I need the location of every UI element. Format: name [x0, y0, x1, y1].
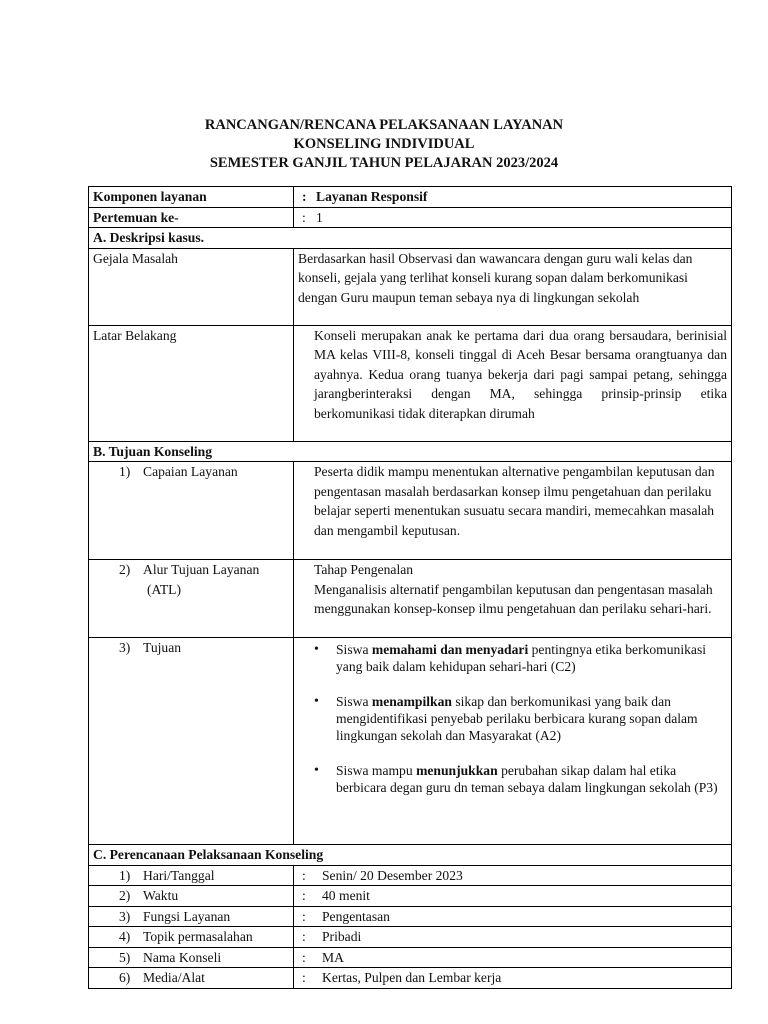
row-num: 4): [119, 929, 131, 944]
row-label: Media/Alat: [143, 970, 205, 985]
row-value: Pribadi: [322, 929, 362, 944]
pertemuan-value: 1: [316, 209, 323, 225]
table-row: [89, 865, 732, 886]
atl-num: 2): [119, 562, 131, 577]
row-value: MA: [322, 949, 344, 965]
atl-content: [294, 560, 732, 638]
row-label: Topik permasalahan: [143, 929, 253, 944]
row-label: Hari/Tanggal: [143, 867, 215, 883]
plan-table: [88, 186, 732, 989]
tujuan-item: • Siswa memahami dan menyadari pentingnya etika berkomunikasi yang baik dalam kehidupan sehari-hari (C2): [336, 641, 723, 675]
section-a-title: A. Deskripsi kasus.: [89, 228, 732, 249]
capaian-num: 1): [119, 464, 131, 479]
row-num: 1): [119, 867, 131, 883]
row-value: Senin/ 20 Desember 2023: [322, 867, 463, 883]
atl-cell: [89, 560, 294, 638]
doc-title-line1: RANCANGAN/RENCANA PELAKSANAAN LAYANAN: [204, 117, 564, 133]
pertemuan-label: Pertemuan ke-: [89, 207, 294, 228]
row-value: Kertas, Pulpen dan Lembar kerja: [322, 970, 502, 985]
row-label: Nama Konseli: [143, 949, 222, 965]
atl-phase: Tahap Pengenalan: [314, 562, 414, 577]
tujuan-item: • Siswa mampu menunjukkan perubahan sikap dalam hal etika berbicara degan guru dn teman sebaya dalam lingkungan sekolah (P3): [336, 762, 723, 796]
section-c-header: [89, 845, 732, 866]
latar-label: Latar Belakang: [89, 325, 294, 441]
row-num: 6): [119, 970, 131, 985]
atl-label: Alur Tujuan Layanan: [143, 562, 260, 577]
gejala-text: Berdasarkan hasil Observasi dan wawancara dengan guru wali kelas dan konseli, gejala yang terlihat konseli kurang sopan dalam berkomunikasi dengan Guru maupun teman sebaya nya di lingkungan sekolah: [294, 248, 732, 325]
row-value: 40 menit: [322, 888, 370, 903]
colon: :: [302, 888, 306, 903]
capaian-label: Capaian Layanan: [143, 464, 238, 479]
colon: :: [302, 867, 306, 883]
section-b-title: B. Tujuan Konseling: [89, 441, 732, 462]
doc-title-line2: KONSELING INDIVIDUAL: [293, 136, 475, 152]
row-pertemuan: [89, 207, 732, 228]
komponen-value: Layanan Responsif: [316, 189, 428, 204]
section-b-header: [89, 441, 732, 462]
atl-label-abbr: (ATL): [147, 581, 181, 597]
row-num: 2): [119, 888, 131, 903]
row-komponen: [89, 187, 732, 208]
row-latar: [89, 325, 732, 441]
colon: :: [302, 908, 306, 924]
table-row: [89, 886, 732, 907]
tujuan-content: [294, 638, 732, 845]
doc-title-line3: SEMESTER GANJIL TAHUN PELAJARAN 2023/2024: [209, 155, 559, 171]
row-atl: [89, 560, 732, 638]
gejala-label: Gejala Masalah: [89, 248, 294, 325]
tujuan-cell: [89, 638, 294, 845]
atl-text: Menganalisis alternatif pengambilan keputusan dan pengentasan masalah menggunakan konsep-konsep ilmu pengetahuan dan perilaku sehari-hari.: [314, 581, 713, 616]
komponen-label: Komponen layanan: [89, 187, 294, 208]
colon: :: [302, 970, 306, 985]
table-row: [89, 927, 732, 948]
row-gejala: [89, 248, 732, 325]
row-num: 5): [119, 949, 131, 965]
row-tujuan: [89, 638, 732, 845]
tujuan-item: • Siswa menampilkan sikap dan berkomunikasi yang baik dan mengidentifikasi penyebab perilaku berbicara kurang sopan dalam lingkungan sekolah dan Masyarakat (A2): [336, 693, 723, 744]
table-row: [89, 968, 732, 989]
row-num: 3): [119, 908, 131, 924]
colon: :: [302, 189, 307, 204]
section-a-header: [89, 228, 732, 249]
tujuan-label: Tujuan: [143, 640, 182, 655]
tujuan-num: 3): [119, 640, 131, 655]
latar-text: Konseli merupakan anak ke pertama dari dua orang bersaudara, berinisial MA kelas VIII-8, konseli tinggal di Aceh Besar bersama orangtuanya dan ayahnya. Kedua orang tuanya bekerja dari pagi sampai petang, sehingga jarangberinteraksi dengan MA, sehingga prinsip-prinsip etika berkomunikasi tidak diterapkan dirumah: [294, 325, 732, 441]
row-label: Fungsi Layanan: [143, 908, 231, 924]
table-row: [89, 947, 732, 968]
row-value: Pengentasan: [322, 908, 390, 924]
colon: :: [302, 209, 306, 225]
capaian-text: Peserta didik mampu menentukan alternative pengambilan keputusan dan pengentasan masalah berdasarkan konsep ilmu pengetahuan dan perilaku belajar seperti menentukan susuatu secara mandiri, memecahkan masalah dan mengambil keputusan.: [294, 462, 732, 560]
row-capaian: [89, 462, 732, 560]
tujuan-list: [298, 641, 727, 796]
colon: :: [302, 929, 306, 944]
table-row: [89, 906, 732, 927]
capaian-cell: [89, 462, 294, 560]
row-label: Waktu: [143, 888, 179, 903]
section-c-title: C. Perencanaan Pelaksanaan Konseling: [89, 845, 732, 866]
colon: :: [302, 949, 306, 965]
